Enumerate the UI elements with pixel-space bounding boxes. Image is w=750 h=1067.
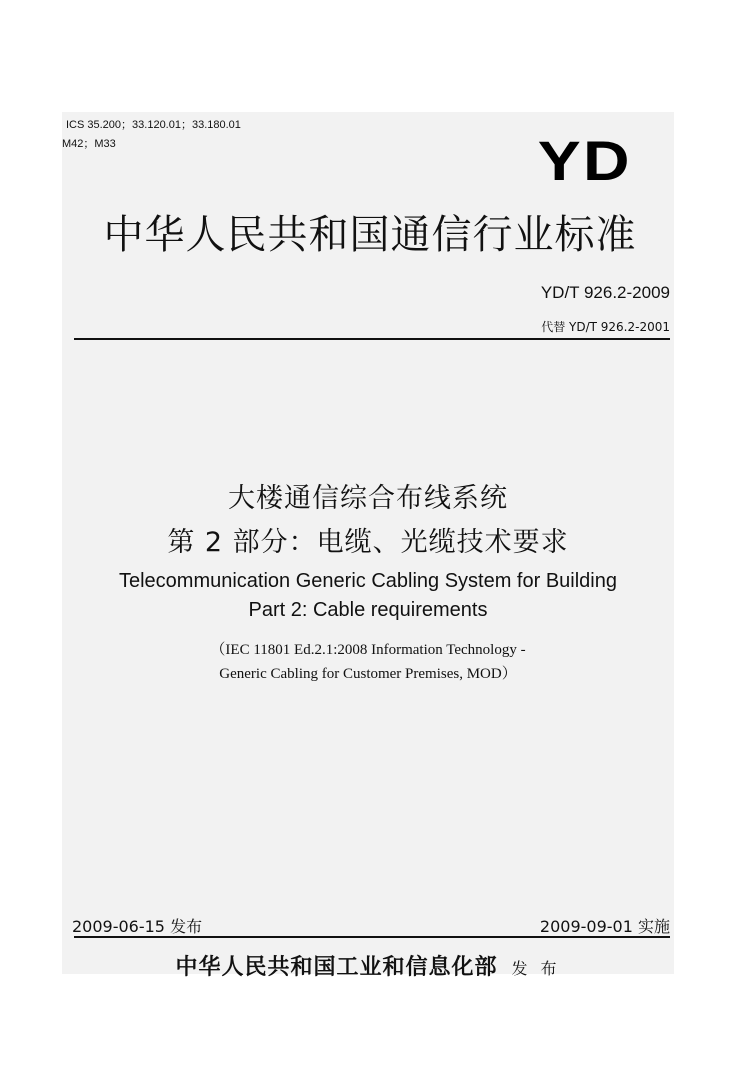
header-divider bbox=[74, 338, 670, 340]
replaces-standard: 代替 YD/T 926.2-2001 bbox=[541, 320, 670, 334]
classification-code: M42；M33 bbox=[62, 138, 116, 150]
issuer-suffix: 发 布 bbox=[511, 959, 561, 978]
footer-divider bbox=[74, 936, 670, 938]
standard-category-title: 中华人民共和国通信行业标准 bbox=[103, 212, 637, 258]
issuer-line bbox=[62, 950, 674, 981]
issuer-name: 中华人民共和国工业和信息化部 bbox=[175, 954, 498, 980]
document-title-cn-line1: 大楼通信综合布线系统 bbox=[228, 483, 508, 514]
standard-number: YD/T 926.2-2009 bbox=[540, 283, 670, 302]
yd-logo: YD bbox=[537, 129, 632, 192]
reference-standard-line1: （IEC 11801 Ed.2.1:2008 Information Technology - bbox=[210, 642, 526, 658]
document-title-cn-line2: 第 2 部分：电缆、光缆技术要求 bbox=[167, 527, 569, 558]
reference-standard-line2: Generic Cabling for Customer Premises, MOD） bbox=[219, 666, 517, 682]
ics-code: ICS 35.200；33.120.01；33.180.01 bbox=[66, 119, 241, 131]
document-title-en-line1: Telecommunication Generic Cabling System for Building bbox=[118, 570, 617, 592]
document-title-en-line2: Part 2: Cable requirements bbox=[248, 599, 488, 621]
issue-date: 2009-06-15 发布 bbox=[72, 917, 203, 936]
implementation-date: 2009-09-01 实施 bbox=[539, 917, 670, 936]
